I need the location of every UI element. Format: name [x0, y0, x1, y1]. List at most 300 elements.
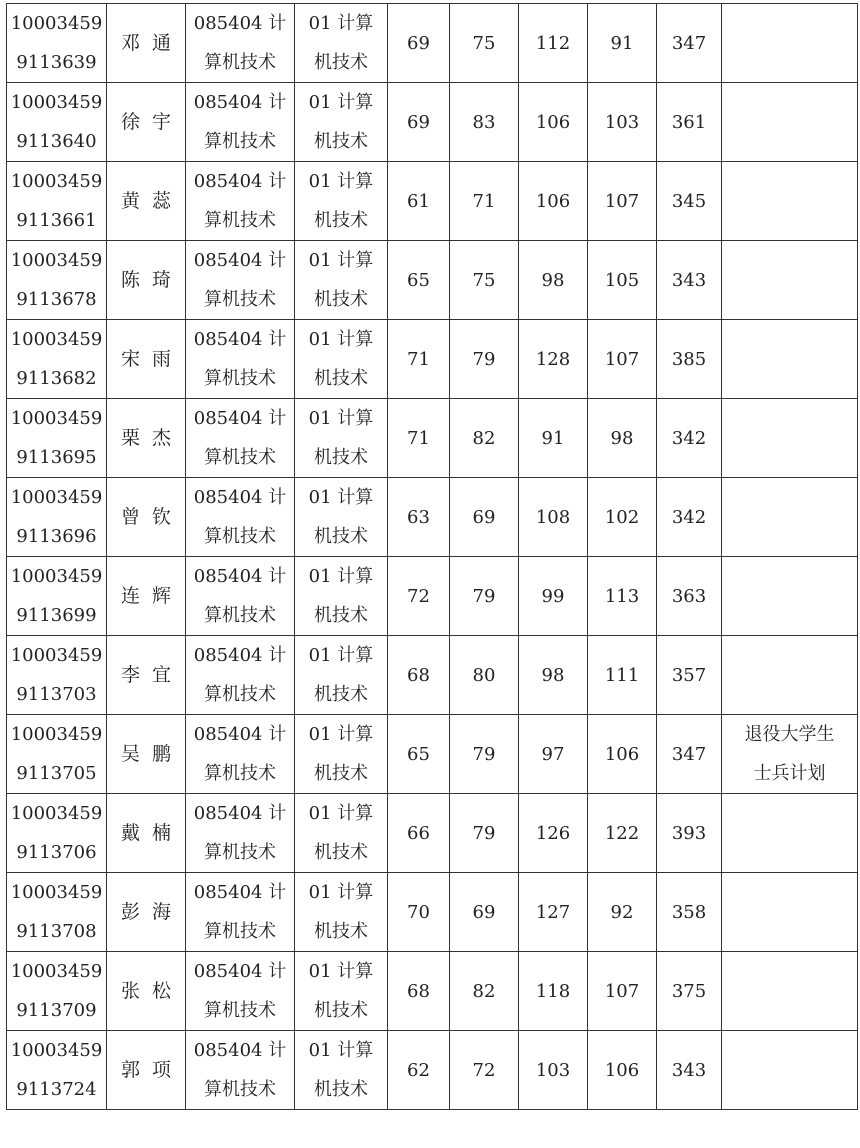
candidate-id-cell — [7, 1031, 107, 1110]
candidate-id-part2: 9113678 — [16, 289, 97, 310]
candidate-id-part1: 10003459 — [10, 171, 103, 192]
direction-line1: 01 计算 — [308, 645, 374, 666]
direction-line2: 机技术 — [314, 210, 368, 231]
major-code-line1: 085404 计 — [193, 329, 287, 350]
major-code-line1: 085404 计 — [193, 724, 287, 745]
name-last-char: 通 — [152, 31, 172, 54]
score-total: 343 — [671, 1059, 707, 1081]
candidate-id-part2: 9113640 — [16, 131, 97, 152]
direction-line2: 机技术 — [314, 447, 368, 468]
name-cell — [107, 478, 186, 557]
name-first-char: 戴 — [120, 821, 140, 844]
table-row — [7, 952, 858, 1031]
direction-cell — [295, 636, 388, 715]
name-redaction — [140, 979, 152, 1003]
score-1: 69 — [407, 111, 430, 133]
direction-cell — [295, 241, 388, 320]
candidate-id-cell — [7, 162, 107, 241]
candidate-id-part2: 9113682 — [16, 368, 97, 389]
name-redaction — [140, 110, 152, 134]
candidate-id-part1: 10003459 — [10, 961, 103, 982]
candidate-id-part2: 9113706 — [16, 842, 97, 863]
candidate-id-part2: 9113724 — [16, 1079, 97, 1100]
score-2: 83 — [472, 111, 496, 133]
score-total: 358 — [671, 901, 707, 923]
masked-name — [107, 656, 185, 695]
direction-line2: 机技术 — [314, 921, 368, 942]
note-cell — [722, 952, 858, 1031]
score-politics-cell — [388, 320, 450, 399]
name-redaction — [140, 900, 152, 924]
major-code-cell — [186, 399, 295, 478]
score-major-cell — [588, 715, 657, 794]
score-1: 69 — [407, 32, 430, 54]
score-2: 79 — [472, 585, 496, 607]
table-row — [7, 1031, 858, 1110]
name-last-char: 宜 — [152, 663, 172, 686]
note-cell — [722, 557, 858, 636]
score-4: 122 — [604, 822, 640, 844]
score-3: 98 — [541, 269, 565, 291]
masked-name — [107, 103, 185, 142]
table-row — [7, 241, 858, 320]
score-total-cell — [657, 794, 722, 873]
major-code-line2: 算机技术 — [204, 289, 276, 310]
name-cell — [107, 715, 186, 794]
name-redaction — [140, 347, 152, 371]
table-row — [7, 478, 858, 557]
major-code-line1: 085404 计 — [193, 882, 287, 903]
candidate-id-part1: 10003459 — [10, 13, 103, 34]
masked-name — [107, 24, 185, 63]
score-politics-cell — [388, 794, 450, 873]
score-4: 106 — [604, 1059, 640, 1081]
score-politics-cell — [388, 162, 450, 241]
score-3: 98 — [541, 664, 565, 686]
direction-cell — [295, 1031, 388, 1110]
direction-cell — [295, 794, 388, 873]
name-last-char: 雨 — [152, 347, 172, 370]
score-politics-cell — [388, 952, 450, 1031]
candidate-id-cell — [7, 83, 107, 162]
score-english-cell — [450, 952, 519, 1031]
major-code-cell — [186, 1031, 295, 1110]
major-code-line2: 算机技术 — [204, 921, 276, 942]
score-politics-cell — [388, 557, 450, 636]
score-4: 113 — [604, 585, 640, 607]
table-row — [7, 399, 858, 478]
score-1: 66 — [407, 822, 430, 844]
name-redaction — [140, 584, 152, 608]
direction-line1: 01 计算 — [308, 92, 374, 113]
score-2: 71 — [472, 190, 496, 212]
name-cell — [107, 557, 186, 636]
score-total: 385 — [671, 348, 707, 370]
candidate-id-part1: 10003459 — [10, 92, 103, 113]
score-math-cell — [519, 4, 588, 83]
name-cell — [107, 1031, 186, 1110]
note-cell — [722, 241, 858, 320]
candidate-id-part1: 10003459 — [10, 408, 103, 429]
score-total: 375 — [671, 980, 707, 1002]
score-3: 99 — [541, 585, 565, 607]
candidate-id-part1: 10003459 — [10, 487, 103, 508]
direction-cell — [295, 320, 388, 399]
direction-line1: 01 计算 — [308, 882, 374, 903]
score-english-cell — [450, 83, 519, 162]
note-cell — [722, 162, 858, 241]
score-math-cell — [519, 952, 588, 1031]
score-4: 91 — [610, 32, 634, 54]
direction-line2: 机技术 — [314, 52, 368, 73]
score-major-cell — [588, 162, 657, 241]
direction-cell — [295, 162, 388, 241]
major-code-line2: 算机技术 — [204, 605, 276, 626]
score-english-cell — [450, 794, 519, 873]
name-first-char: 李 — [120, 663, 140, 686]
score-math-cell — [519, 557, 588, 636]
direction-line1: 01 计算 — [308, 961, 374, 982]
note-cell — [722, 399, 858, 478]
score-major-cell — [588, 636, 657, 715]
name-first-char: 彭 — [120, 900, 140, 923]
score-math-cell — [519, 1031, 588, 1110]
score-3: 127 — [535, 901, 571, 923]
candidate-id-cell — [7, 241, 107, 320]
candidate-id-part2: 9113709 — [16, 1000, 97, 1021]
masked-name — [107, 814, 185, 853]
name-cell — [107, 873, 186, 952]
direction-cell — [295, 4, 388, 83]
major-code-line1: 085404 计 — [193, 961, 287, 982]
major-code-line1: 085404 计 — [193, 645, 287, 666]
table-row — [7, 162, 858, 241]
major-code-line2: 算机技术 — [204, 763, 276, 784]
score-english-cell — [450, 557, 519, 636]
score-total: 343 — [671, 269, 707, 291]
name-first-char: 吴 — [120, 742, 140, 765]
score-4: 107 — [604, 348, 640, 370]
direction-line1: 01 计算 — [308, 803, 374, 824]
name-redaction — [140, 268, 152, 292]
major-code-line2: 算机技术 — [204, 684, 276, 705]
table-row — [7, 636, 858, 715]
score-english-cell — [450, 241, 519, 320]
direction-line2: 机技术 — [314, 289, 368, 310]
score-politics-cell — [388, 478, 450, 557]
score-politics-cell — [388, 1031, 450, 1110]
direction-cell — [295, 83, 388, 162]
note-cell — [722, 636, 858, 715]
score-3: 106 — [535, 190, 571, 212]
score-english-cell — [450, 320, 519, 399]
table-row — [7, 320, 858, 399]
name-first-char: 黄 — [120, 189, 140, 212]
score-major-cell — [588, 873, 657, 952]
score-2: 69 — [472, 901, 496, 923]
candidate-id-cell — [7, 557, 107, 636]
table-row — [7, 557, 858, 636]
masked-name — [107, 498, 185, 537]
direction-line1: 01 计算 — [308, 566, 374, 587]
name-last-char: 宇 — [152, 110, 172, 133]
score-3: 106 — [535, 111, 571, 133]
score-total: 347 — [671, 32, 707, 54]
score-total-cell — [657, 162, 722, 241]
table-row — [7, 794, 858, 873]
score-total-cell — [657, 715, 722, 794]
note-cell — [722, 320, 858, 399]
name-first-char: 宋 — [120, 347, 140, 370]
score-math-cell — [519, 83, 588, 162]
candidate-id-cell — [7, 873, 107, 952]
masked-name — [107, 577, 185, 616]
score-2: 82 — [472, 427, 496, 449]
score-1: 68 — [407, 980, 430, 1002]
score-major-cell — [588, 83, 657, 162]
masked-name — [107, 261, 185, 300]
score-1: 62 — [407, 1059, 430, 1081]
major-code-line1: 085404 计 — [193, 566, 287, 587]
direction-line1: 01 计算 — [308, 13, 374, 34]
score-total: 342 — [671, 506, 707, 528]
major-code-line2: 算机技术 — [204, 1079, 276, 1100]
score-math-cell — [519, 636, 588, 715]
direction-line1: 01 计算 — [308, 329, 374, 350]
score-politics-cell — [388, 83, 450, 162]
score-english-cell — [450, 4, 519, 83]
candidate-id-part2: 9113661 — [16, 210, 97, 231]
candidate-id-cell — [7, 952, 107, 1031]
score-math-cell — [519, 873, 588, 952]
score-2: 75 — [472, 32, 496, 54]
name-first-char: 徐 — [120, 110, 140, 133]
direction-cell — [295, 873, 388, 952]
score-major-cell — [588, 399, 657, 478]
score-total-cell — [657, 557, 722, 636]
major-code-line1: 085404 计 — [193, 171, 287, 192]
score-1: 71 — [407, 427, 430, 449]
score-4: 103 — [604, 111, 640, 133]
masked-name — [107, 893, 185, 932]
direction-line2: 机技术 — [314, 1000, 368, 1021]
major-code-line2: 算机技术 — [204, 210, 276, 231]
score-english-cell — [450, 399, 519, 478]
score-3: 108 — [535, 506, 571, 528]
major-code-cell — [186, 715, 295, 794]
direction-line2: 机技术 — [314, 842, 368, 863]
candidate-id-cell — [7, 794, 107, 873]
name-last-char: 杰 — [152, 426, 172, 449]
score-total-cell — [657, 478, 722, 557]
candidate-id-part1: 10003459 — [10, 803, 103, 824]
major-code-line1: 085404 计 — [193, 13, 287, 34]
score-4: 105 — [604, 269, 640, 291]
name-cell — [107, 241, 186, 320]
score-total: 345 — [671, 190, 707, 212]
name-last-char: 辉 — [152, 584, 172, 607]
candidate-id-part1: 10003459 — [10, 250, 103, 271]
score-1: 72 — [407, 585, 430, 607]
score-total-cell — [657, 873, 722, 952]
score-2: 79 — [472, 822, 496, 844]
score-major-cell — [588, 557, 657, 636]
admission-score-table — [6, 3, 858, 1110]
score-english-cell — [450, 1031, 519, 1110]
score-politics-cell — [388, 636, 450, 715]
score-total-cell — [657, 636, 722, 715]
candidate-id-part2: 9113639 — [16, 52, 97, 73]
score-math-cell — [519, 241, 588, 320]
candidate-id-part2: 9113705 — [16, 763, 97, 784]
score-total-cell — [657, 241, 722, 320]
table-row — [7, 4, 858, 83]
score-english-cell — [450, 873, 519, 952]
major-code-cell — [186, 83, 295, 162]
score-total: 347 — [671, 743, 707, 765]
note-line2: 士兵计划 — [753, 763, 826, 784]
candidate-id-cell — [7, 399, 107, 478]
direction-cell — [295, 715, 388, 794]
major-code-line2: 算机技术 — [204, 526, 276, 547]
major-code-line1: 085404 计 — [193, 487, 287, 508]
major-code-cell — [186, 794, 295, 873]
candidate-id-part1: 10003459 — [10, 566, 103, 587]
score-1: 61 — [407, 190, 430, 212]
score-4: 107 — [604, 980, 640, 1002]
score-total-cell — [657, 952, 722, 1031]
score-1: 65 — [407, 743, 430, 765]
score-1: 65 — [407, 269, 430, 291]
name-cell — [107, 83, 186, 162]
score-4: 92 — [610, 901, 634, 923]
masked-name — [107, 1051, 185, 1090]
score-total: 342 — [671, 427, 707, 449]
major-code-cell — [186, 241, 295, 320]
candidate-id-cell — [7, 715, 107, 794]
score-politics-cell — [388, 873, 450, 952]
major-code-cell — [186, 557, 295, 636]
name-last-char: 鹏 — [152, 742, 172, 765]
major-code-cell — [186, 873, 295, 952]
name-cell — [107, 162, 186, 241]
direction-line2: 机技术 — [314, 526, 368, 547]
table-row — [7, 873, 858, 952]
major-code-cell — [186, 320, 295, 399]
score-math-cell — [519, 320, 588, 399]
score-english-cell — [450, 162, 519, 241]
name-last-char: 蕊 — [152, 189, 172, 212]
major-code-line1: 085404 计 — [193, 92, 287, 113]
name-first-char: 郭 — [120, 1058, 140, 1081]
candidate-id-cell — [7, 4, 107, 83]
name-cell — [107, 952, 186, 1031]
score-3: 128 — [535, 348, 571, 370]
candidate-id-cell — [7, 636, 107, 715]
score-4: 111 — [604, 664, 640, 686]
score-total: 357 — [671, 664, 707, 686]
name-first-char: 栗 — [120, 426, 140, 449]
candidate-id-part1: 10003459 — [10, 645, 103, 666]
score-politics-cell — [388, 715, 450, 794]
score-2: 75 — [472, 269, 496, 291]
direction-line2: 机技术 — [314, 131, 368, 152]
direction-line2: 机技术 — [314, 763, 368, 784]
note-cell — [722, 715, 858, 794]
score-3: 118 — [535, 980, 571, 1002]
score-math-cell — [519, 162, 588, 241]
score-math-cell — [519, 399, 588, 478]
score-4: 106 — [604, 743, 640, 765]
name-redaction — [140, 426, 152, 450]
score-1: 70 — [407, 901, 430, 923]
major-code-cell — [186, 4, 295, 83]
direction-line1: 01 计算 — [308, 408, 374, 429]
name-redaction — [140, 663, 152, 687]
score-major-cell — [588, 952, 657, 1031]
name-redaction — [140, 505, 152, 529]
note-cell — [722, 83, 858, 162]
score-4: 102 — [604, 506, 640, 528]
score-major-cell — [588, 320, 657, 399]
score-english-cell — [450, 715, 519, 794]
masked-name — [107, 735, 185, 774]
score-politics-cell — [388, 4, 450, 83]
note-cell — [722, 794, 858, 873]
score-2: 69 — [472, 506, 496, 528]
score-politics-cell — [388, 241, 450, 320]
candidate-id-part1: 10003459 — [10, 1040, 103, 1061]
score-3: 103 — [535, 1059, 571, 1081]
name-first-char: 连 — [120, 584, 140, 607]
direction-cell — [295, 478, 388, 557]
major-code-cell — [186, 478, 295, 557]
major-code-line2: 算机技术 — [204, 447, 276, 468]
score-2: 82 — [472, 980, 496, 1002]
name-last-char: 琦 — [152, 268, 172, 291]
score-2: 79 — [472, 348, 496, 370]
masked-name — [107, 340, 185, 379]
score-math-cell — [519, 478, 588, 557]
masked-name — [107, 972, 185, 1011]
candidate-id-part2: 9113703 — [16, 684, 97, 705]
score-major-cell — [588, 241, 657, 320]
table-body — [7, 4, 858, 1110]
major-code-line1: 085404 计 — [193, 408, 287, 429]
score-4: 98 — [610, 427, 634, 449]
major-code-cell — [186, 636, 295, 715]
name-last-char: 楠 — [152, 821, 172, 844]
candidate-id-cell — [7, 320, 107, 399]
name-first-char: 陈 — [120, 268, 140, 291]
note-cell — [722, 478, 858, 557]
score-2: 80 — [472, 664, 496, 686]
score-major-cell — [588, 4, 657, 83]
direction-line2: 机技术 — [314, 368, 368, 389]
major-code-line2: 算机技术 — [204, 368, 276, 389]
name-first-char: 曾 — [120, 505, 140, 528]
major-code-line2: 算机技术 — [204, 842, 276, 863]
name-cell — [107, 636, 186, 715]
score-1: 63 — [407, 506, 430, 528]
score-total-cell — [657, 4, 722, 83]
score-math-cell — [519, 715, 588, 794]
direction-cell — [295, 952, 388, 1031]
direction-line1: 01 计算 — [308, 1040, 374, 1061]
name-cell — [107, 794, 186, 873]
score-politics-cell — [388, 399, 450, 478]
direction-cell — [295, 557, 388, 636]
